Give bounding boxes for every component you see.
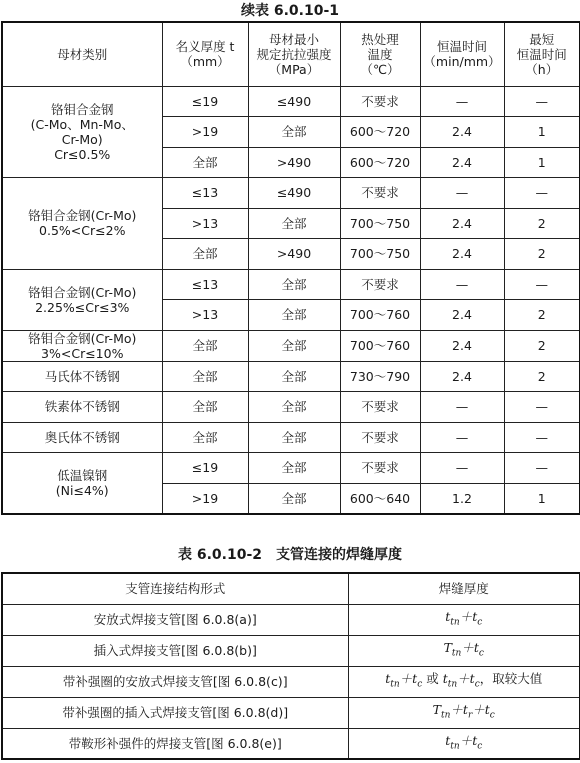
table-cell: 700～750 (340, 239, 420, 270)
table-cell: 不要求 (340, 422, 420, 453)
table-cell: 不要求 (340, 392, 420, 423)
table-cell: 700～760 (340, 300, 420, 331)
table-cell: 600～720 (340, 117, 420, 148)
table-cell: >19 (162, 117, 248, 148)
table-cell: — (420, 453, 504, 484)
table-row (2, 635, 580, 666)
table-row (2, 728, 580, 759)
table1-body (2, 86, 580, 514)
table-row (2, 330, 580, 361)
table-cell: >490 (248, 239, 340, 270)
material-line: (C-Mo、Mn-Mo、 (30, 116, 134, 132)
table1-caption: 续表 6.0.10-1 (240, 3, 340, 19)
heat-treatment-table (1, 21, 580, 515)
header-temperature: 热处理 温度 （℃） (340, 22, 420, 86)
table-cell: 600～720 (340, 147, 420, 178)
table-cell: 1 (504, 483, 580, 514)
table-cell: 全部 (162, 147, 248, 178)
table-cell: 600～640 (340, 483, 420, 514)
table-cell: >13 (162, 208, 248, 239)
connection-form-cell: 带补强圈的安放式焊接支管[图 6.0.8(c)] (2, 666, 348, 697)
table-cell: — (504, 422, 580, 453)
material-cell (2, 178, 162, 270)
table-cell: ≤490 (248, 178, 340, 209)
table-cell: 2.4 (420, 239, 504, 270)
table-cell: 不要求 (340, 178, 420, 209)
header-weld-thickness: 焊缝厚度 (348, 573, 580, 604)
header-connection-form: 支管连接结构形式 (2, 573, 348, 604)
table-cell: 全部 (162, 330, 248, 361)
table-cell: 全部 (248, 422, 340, 453)
material-cell (2, 361, 162, 392)
table-row (2, 361, 580, 392)
header-hold-time: 恒温时间 （min/mm） (420, 22, 504, 86)
weld-thickness-cell: $T_{tn}+t_c$ (348, 635, 580, 666)
table-row (2, 697, 580, 728)
table-cell: 2.4 (420, 208, 504, 239)
table-cell: >13 (162, 300, 248, 331)
table-cell: ≤19 (162, 453, 248, 484)
table-cell: >19 (162, 483, 248, 514)
table-row (2, 86, 580, 117)
table-cell: 全部 (162, 422, 248, 453)
weld-thickness-table (1, 572, 580, 760)
material-cell (2, 453, 162, 514)
table-cell: 全部 (248, 117, 340, 148)
weld-thickness-cell: $T_{tn}+t_r+t_c$ (348, 697, 580, 728)
table-cell: — (420, 392, 504, 423)
material-line: 铬钼合金钢(Cr-Mo) (28, 284, 137, 300)
weld-thickness-cell: $t_{tn}+t_c$ 或 $t_{tn}+t_c$，取较大值 (348, 666, 580, 697)
table-cell: 全部 (162, 392, 248, 423)
table-cell: ≤490 (248, 86, 340, 117)
weld-thickness-cell: $t_{tn}+t_c$ (348, 604, 580, 635)
table-cell: 2.4 (420, 361, 504, 392)
table-cell: 全部 (248, 330, 340, 361)
table-cell: 2 (504, 208, 580, 239)
table-cell: — (504, 269, 580, 300)
table2-body (2, 604, 580, 759)
weld-thickness-cell: $t_{tn}+t_c$ (348, 728, 580, 759)
table-cell: 不要求 (340, 453, 420, 484)
table-cell: 1.2 (420, 483, 504, 514)
table-cell: — (504, 392, 580, 423)
table-cell: 2.4 (420, 147, 504, 178)
material-line: Cr-Mo) (61, 131, 103, 147)
material-line: 铬钼合金钢(Cr-Mo) (28, 208, 137, 224)
table-cell: 全部 (248, 208, 340, 239)
header-thickness: 名义厚度 t （mm） (162, 22, 248, 86)
table-cell: 2 (504, 239, 580, 270)
table-cell: — (504, 86, 580, 117)
material-cell (2, 422, 162, 453)
connection-form-cell: 插入式焊接支管[图 6.0.8(b)] (2, 635, 348, 666)
table-cell: — (504, 178, 580, 209)
table-cell: 2.4 (420, 300, 504, 331)
table-cell: 700～750 (340, 208, 420, 239)
table-row (2, 392, 580, 423)
table-cell: 700～760 (340, 330, 420, 361)
table-cell: 不要求 (340, 86, 420, 117)
table-row (2, 269, 580, 300)
table-row (2, 666, 580, 697)
connection-form-cell: 带补强圈的插入式焊接支管[图 6.0.8(d)] (2, 697, 348, 728)
table-cell: — (420, 86, 504, 117)
material-cell (2, 330, 162, 361)
table-cell: 不要求 (340, 269, 420, 300)
material-cell (2, 392, 162, 423)
header-material: 母材类别 (2, 22, 162, 86)
table1-header-row (2, 22, 580, 86)
table-cell: 全部 (248, 483, 340, 514)
material-line: 铁素体不锈钢 (44, 399, 120, 415)
table-cell: 全部 (162, 239, 248, 270)
material-line: 奥氏体不锈钢 (44, 429, 120, 445)
table2-caption: 表 6.0.10-2 支管连接的焊缝厚度 (177, 547, 403, 563)
material-line: 马氏体不锈钢 (44, 368, 120, 384)
table-cell: ≤13 (162, 178, 248, 209)
table-cell: 全部 (248, 453, 340, 484)
material-line: (Ni≤4%) (55, 482, 109, 498)
table-cell: 2 (504, 330, 580, 361)
table-cell: 全部 (248, 392, 340, 423)
table-cell: >490 (248, 147, 340, 178)
table-cell: 2 (504, 361, 580, 392)
table-cell: 2.4 (420, 330, 504, 361)
connection-form-cell: 带鞍形补强件的焊接支管[图 6.0.8(e)] (2, 728, 348, 759)
material-cell (2, 86, 162, 178)
table-cell: 730～790 (340, 361, 420, 392)
table-cell: 全部 (248, 269, 340, 300)
header-min-hold: 最短 恒温时间 （h） (504, 22, 580, 86)
table-cell: 2.4 (420, 117, 504, 148)
table-cell: — (504, 453, 580, 484)
table-row (2, 604, 580, 635)
table-cell: ≤13 (162, 269, 248, 300)
header-strength: 母材最小 规定抗拉强度 （MPa） (248, 22, 340, 86)
table-cell: 2 (504, 300, 580, 331)
material-line: 0.5%<Cr≤2% (39, 223, 126, 239)
material-line: 铬钼合金钢(Cr-Mo) (28, 330, 137, 346)
material-line: 低温镍钢 (57, 467, 108, 483)
table-cell: 全部 (248, 361, 340, 392)
connection-form-cell: 安放式焊接支管[图 6.0.8(a)] (2, 604, 348, 635)
table-cell: — (420, 178, 504, 209)
table-cell: ≤19 (162, 86, 248, 117)
material-cell (2, 269, 162, 330)
table-cell: — (420, 269, 504, 300)
table-cell: — (420, 422, 504, 453)
table-row (2, 422, 580, 453)
table2-header-row (2, 573, 580, 604)
material-line: 铬钼合金钢 (50, 101, 114, 117)
table-row (2, 178, 580, 209)
table-cell: 1 (504, 147, 580, 178)
material-line: Cr≤0.5% (54, 146, 111, 162)
table-cell: 全部 (162, 361, 248, 392)
table-cell: 1 (504, 117, 580, 148)
material-line: 2.25%≤Cr≤3% (35, 299, 130, 315)
table-cell: 全部 (248, 300, 340, 331)
material-line: 3%<Cr≤10% (41, 345, 124, 361)
table-row (2, 453, 580, 484)
